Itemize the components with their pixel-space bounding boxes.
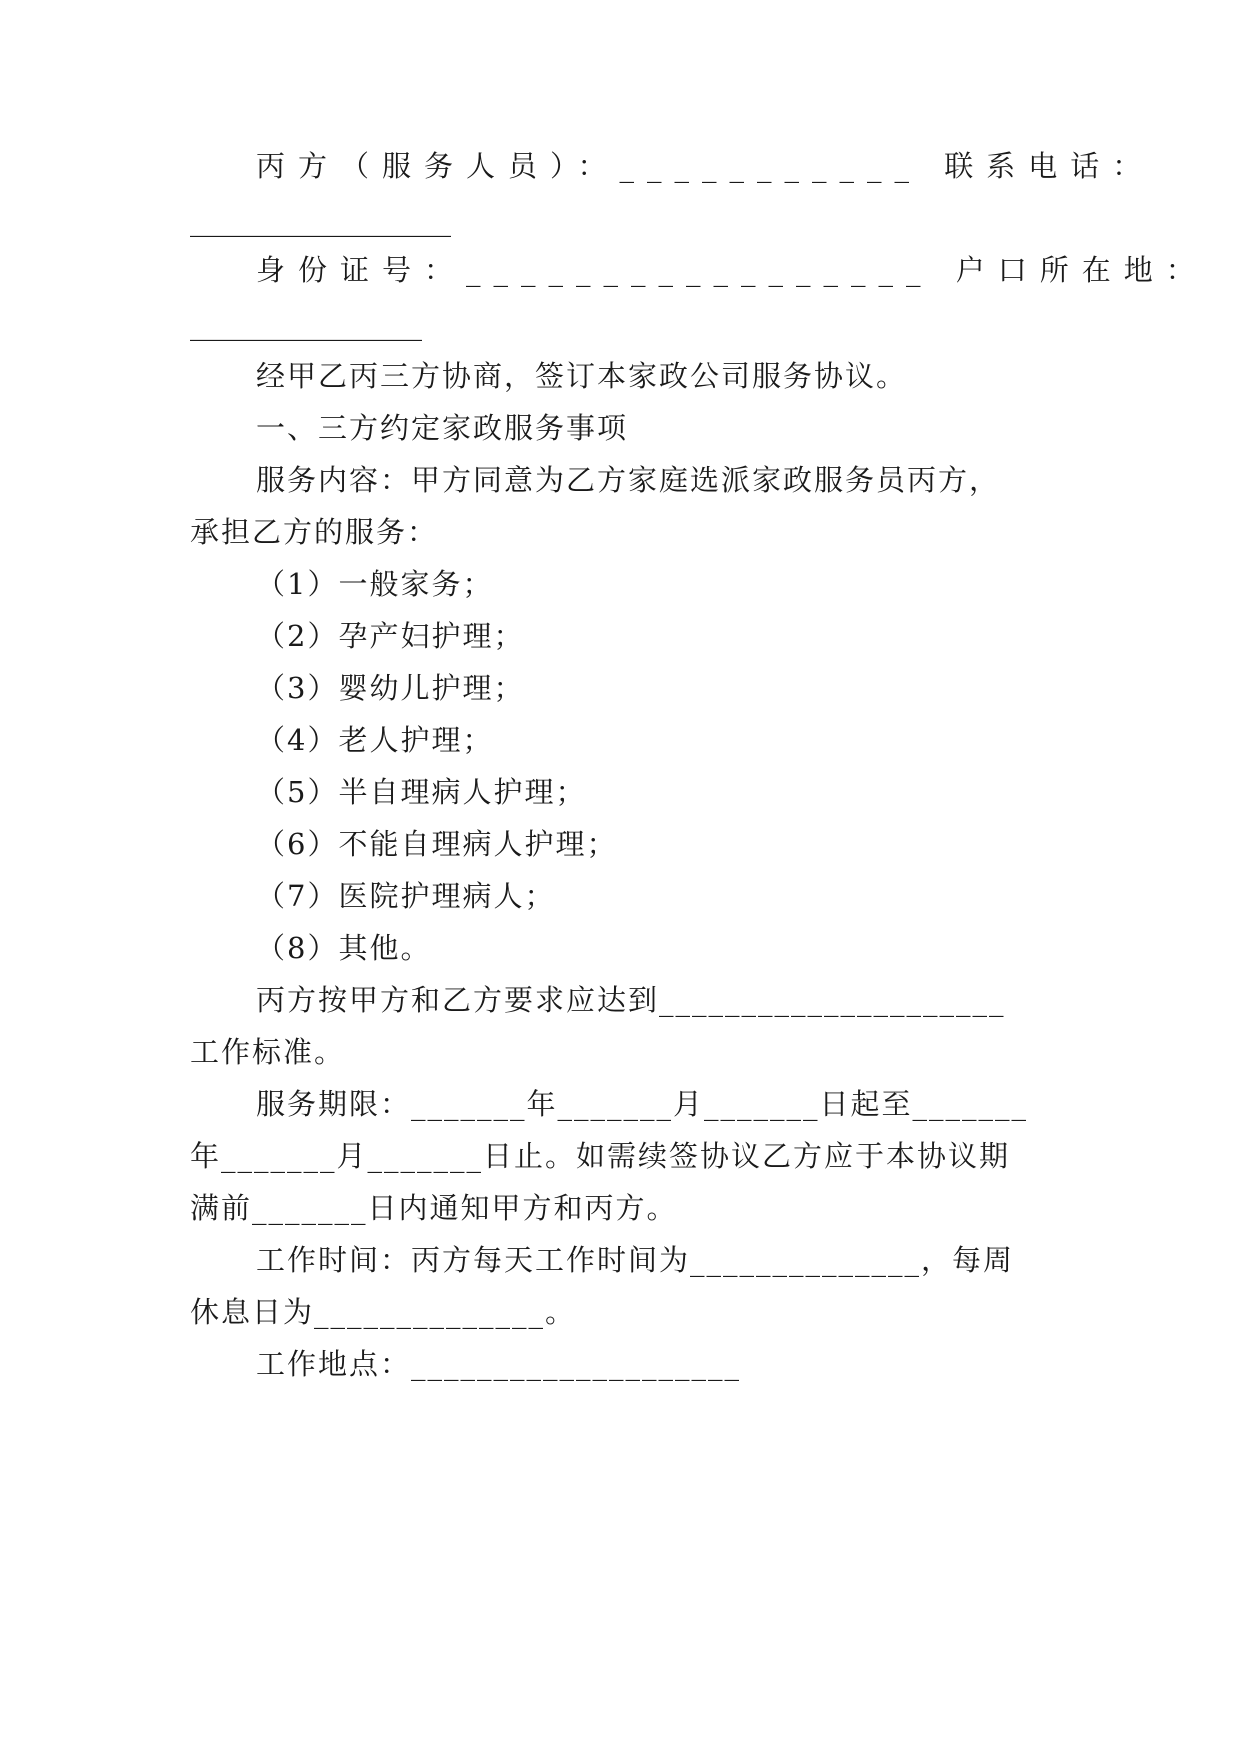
service-item: （4）老人护理； <box>256 723 494 757</box>
service-item: （6）不能自理病人护理； <box>256 827 618 861</box>
party-c-line: 丙方（服务人员）：___________ 联系电话： <box>256 149 1155 183</box>
service-item: （8）其他。 <box>256 931 432 965</box>
term-line1: 服务期限：_______年_______月_______日起至_______ <box>256 1087 1029 1121</box>
service-item: （3）婴幼儿护理； <box>256 671 525 705</box>
service-content-line2: 承担乙方的服务： <box>190 515 439 549</box>
worktime-line1: 工作时间：丙方每天工作时间为______________，每周 <box>256 1243 1015 1277</box>
hukou-blank: ________________ <box>190 307 422 341</box>
section1-title: 一、三方约定家政服务事项 <box>256 411 629 445</box>
service-content-line1: 服务内容：甲方同意为乙方家庭选派家政服务员丙方， <box>256 463 1001 497</box>
term-line3: 满前_______日内通知甲方和丙方。 <box>190 1191 678 1225</box>
term-line2: 年_______月_______日止。如需续签协议乙方应于本协议期 <box>190 1139 1011 1173</box>
standard-line1: 丙方按甲方和乙方要求应达到_____________________ <box>256 983 1006 1017</box>
id-line: 身份证号：_________________ 户口所在地： <box>256 253 1208 287</box>
workplace-line: 工作地点：____________________ <box>256 1347 742 1381</box>
service-item: （5）半自理病人护理； <box>256 775 587 809</box>
worktime-line2: 休息日为______________。 <box>190 1295 577 1329</box>
service-item: （7）医院护理病人； <box>256 879 556 913</box>
party-c-phone-blank: __________________ <box>190 203 451 237</box>
standard-line2: 工作标准。 <box>190 1035 346 1069</box>
intro-text: 经甲乙丙三方协商，签订本家政公司服务协议。 <box>256 359 908 393</box>
service-item: （2）孕产妇护理； <box>256 619 525 653</box>
service-item: （1）一般家务； <box>256 567 494 601</box>
